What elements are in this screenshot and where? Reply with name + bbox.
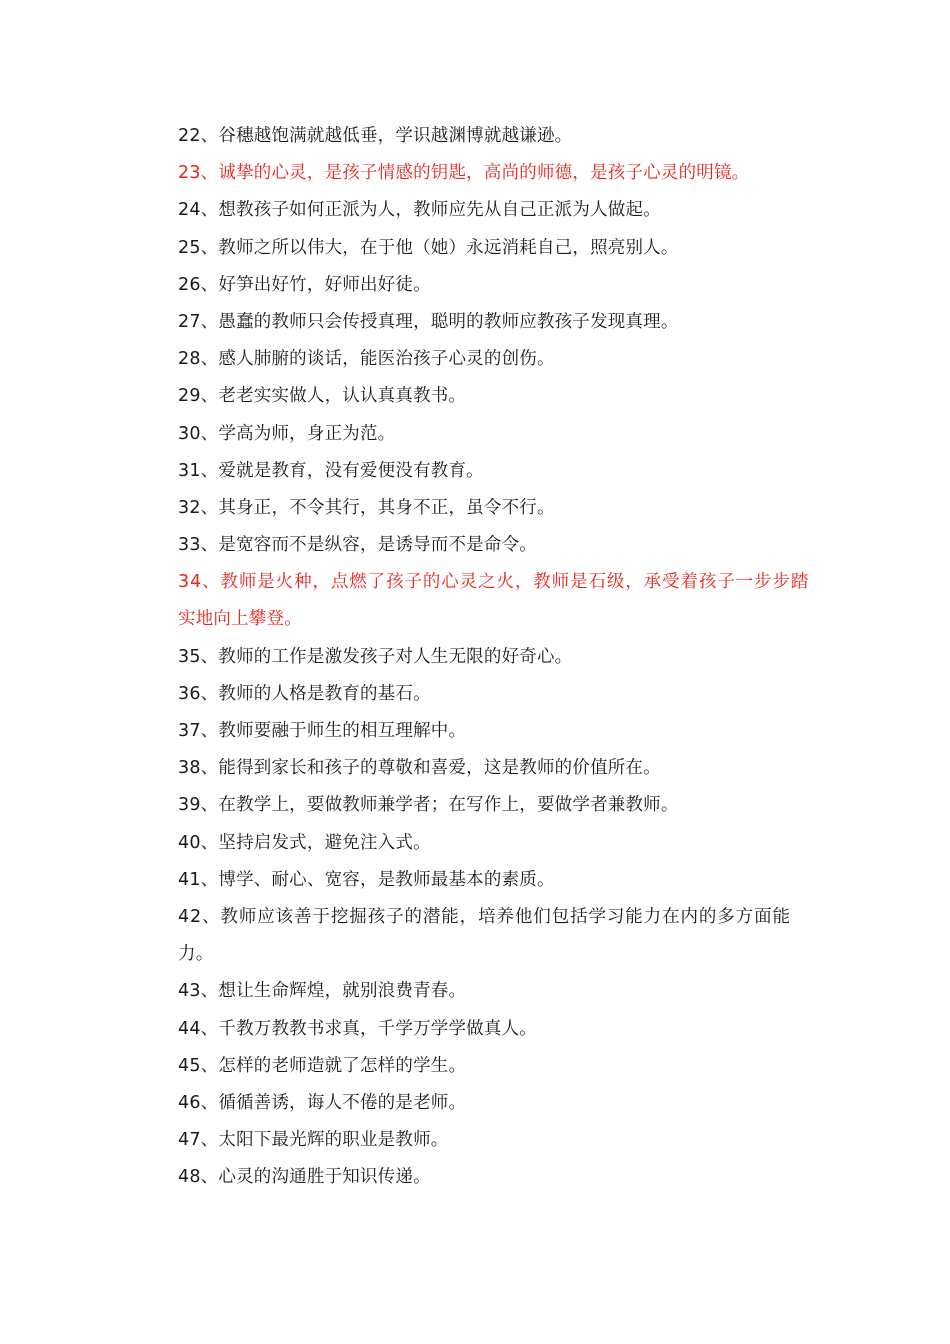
quote-line: 41、博学、耐心、宽容，是教师最基本的素质。 [178,869,555,890]
quote-line: 22、谷穗越饱满就越低垂，学识越渊博就越谦逊。 [178,126,573,146]
quote-line: 30、学高为师，身正为范。 [178,423,396,444]
highlighted-quote-line: 34、教师是火种，点燃了孩子的心灵之火，教师是石级，承受着孩子一步步踏 [178,572,810,593]
quote-line: 33、是宽容而不是纵容，是诱导而不是命令。 [178,535,537,556]
quote-line: 40、坚持启发式，避免注入式。 [178,832,431,853]
highlighted-quote-line: 实地向上攀登。 [178,609,302,630]
quote-line: 37、教师要融于师生的相互理解中。 [178,721,467,741]
quote-line: 27、愚蠢的教师只会传授真理，聪明的教师应教孩子发现真理。 [178,311,679,332]
quote-line: 35、教师的工作是激发孩子对人生无限的好奇心。 [178,646,573,667]
quote-line: 39、在教学上，要做教师兼学者；在写作上，要做学者兼教师。 [178,795,679,816]
quote-line: 45、怎样的老师造就了怎样的学生。 [178,1055,467,1076]
quote-line: 29、老老实实做人，认认真真教书。 [178,386,467,407]
quote-line: 43、想让生命辉煌，就别浪费青春。 [178,981,467,1002]
quote-line: 38、能得到家长和孩子的尊敬和喜爱，这是教师的价值所在。 [178,758,661,779]
quote-line: 42、教师应该善于挖掘孩子的潜能，培养他们包括学习能力在内的多方面能 [178,906,791,927]
quote-line: 24、想教孩子如何正派为人，教师应先从自己正派为人做起。 [178,200,661,221]
quote-line: 力。 [178,944,214,965]
quote-line: 46、循循善诱，诲人不倦的是老师。 [178,1092,467,1113]
highlighted-quote-line: 23、诚挚的心灵，是孩子情感的钥匙，高尚的师德，是孩子心灵的明镜。 [178,163,750,184]
quote-line: 31、爱就是教育，没有爱便没有教育。 [178,460,484,481]
document-body [178,118,818,1196]
quote-line: 26、好笋出好竹，好师出好徒。 [178,274,431,295]
quote-line: 32、其身正，不令其行，其身不正，虽令不行。 [178,497,555,518]
quote-line: 36、教师的人格是教育的基石。 [178,683,431,704]
quote-line: 28、感人肺腑的谈话，能医治孩子心灵的创伤。 [178,349,555,370]
quote-line: 25、教师之所以伟大，在于他（她）永远消耗自己，照亮别人。 [178,237,679,258]
quote-line: 44、千教万教教书求真，千学万学学做真人。 [178,1018,537,1039]
quote-line: 48、心灵的沟通胜于知识传递。 [178,1167,431,1188]
quote-line: 47、太阳下最光辉的职业是教师。 [178,1130,449,1151]
